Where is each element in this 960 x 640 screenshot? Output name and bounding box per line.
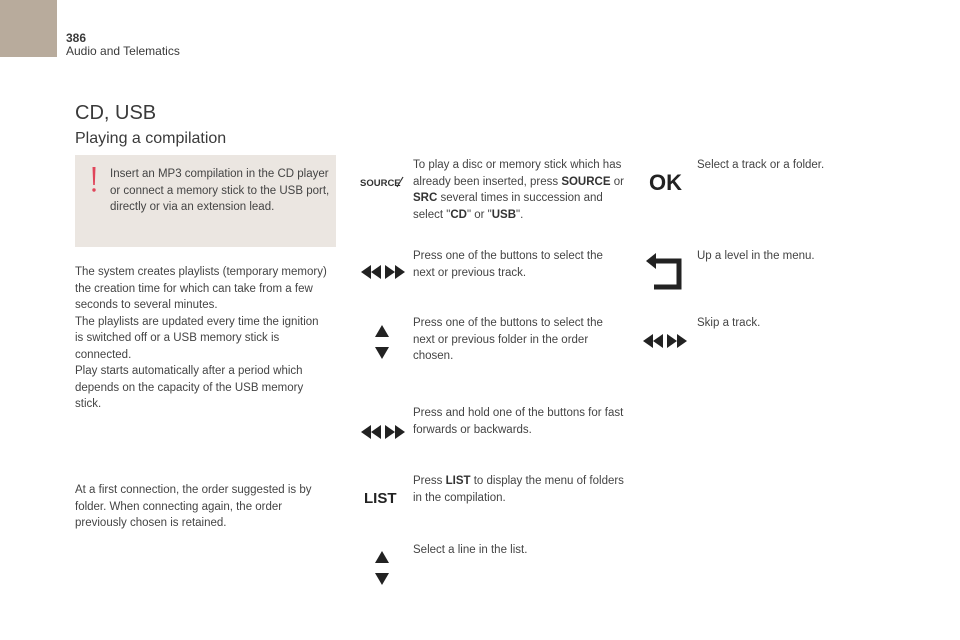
source-text-pre: To play a disc or memory stick which has already been inserted, press [413, 159, 622, 188]
warning-text: Insert an MP3 compilation in the CD player or connect a memory stick to the USB port, directly or via an extension lead. [110, 168, 330, 213]
page-number: 386 [66, 31, 87, 45]
ok-button-icon [648, 169, 686, 193]
list-text-post: to display the menu of folders in the compilation. [413, 475, 624, 504]
paragraph-first-connection: At a first connection, the order suggested is by folder. When connecting again, the order previously chosen is retained. [75, 484, 312, 529]
source-text-post: several times in succession and select " [413, 192, 603, 221]
skip-instruction: Skip a track. [697, 317, 761, 329]
list-instruction [413, 473, 625, 506]
paragraph-updates: The playlists are updated every time the ignition is switched off or a USB memory stick is connected. [75, 315, 319, 361]
prev-next-icon [642, 333, 688, 349]
paragraph-creation: The system creates playlists (temporary memory) the creation time for which can take from a few seconds to several minutes. [75, 266, 327, 311]
prev-next-icon [360, 264, 406, 280]
source-key: SOURCE [561, 175, 611, 188]
source-text-sep: " or " [466, 208, 492, 221]
section-title: Audio and Telematics [66, 44, 180, 58]
prev-next-icon [360, 424, 406, 440]
ok-instruction: Select a track or a folder. [697, 159, 825, 171]
up-down-arrows-icon [374, 324, 390, 360]
paragraph-playlists [75, 264, 330, 413]
list-text-pre: Press [413, 475, 446, 487]
line-instruction: Select a line in the list. [413, 544, 528, 556]
list-icon-label: LIST [364, 490, 397, 506]
cd-key: CD [450, 208, 467, 221]
back-arrow-icon [644, 252, 684, 292]
page-subtitle: Playing a compilation [75, 130, 227, 147]
exclamation-icon [87, 165, 101, 195]
back-instruction: Up a level in the menu. [697, 250, 815, 262]
usb-key: USB [491, 208, 517, 221]
list-button-icon [362, 488, 402, 506]
list-key: LIST [445, 475, 471, 487]
folder-instruction: Press one of the buttons to select the next or previous folder in the order chosen. [413, 317, 603, 362]
source-text-or: or [610, 175, 624, 188]
warning-box [75, 155, 336, 247]
track-instruction: Press one of the buttons to select the next or previous track. [413, 250, 603, 279]
source-button-icon [360, 174, 406, 190]
ok-icon-label: OK [649, 170, 682, 193]
page-corner-tab [0, 0, 57, 57]
source-icon-label: SOURCE [360, 178, 401, 189]
page-title: CD, USB [75, 102, 157, 124]
source-text-end: ". [516, 208, 524, 221]
fast-instruction: Press and hold one of the buttons for fast forwards or backwards. [413, 407, 624, 436]
source-instruction [413, 157, 628, 223]
up-down-arrows-icon [374, 550, 390, 586]
paragraph-autoplay: Play starts automatically after a period which depends on the capacity of the USB memory stick. [75, 365, 304, 410]
src-key: SRC [413, 192, 438, 204]
